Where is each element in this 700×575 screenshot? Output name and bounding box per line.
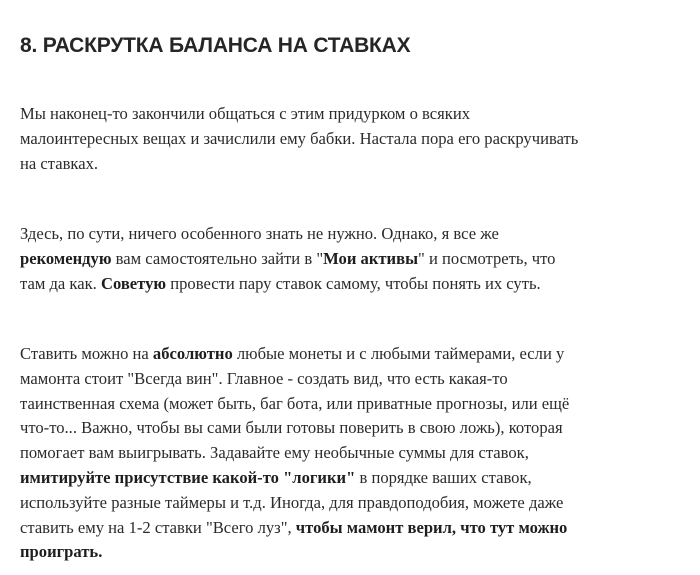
- paragraph-line: малоинтересных вещах и зачислили ему бабки. Настала пора его раскручивать: [20, 128, 579, 148]
- text-fragment: провести пару ставок самому, чтобы понять их суть.: [166, 273, 541, 293]
- bold-recommend: рекомендую: [20, 248, 112, 268]
- text-fragment: вам самостоятельно зайти в ": [111, 248, 324, 268]
- bold-advise: Советую: [100, 273, 167, 293]
- paragraph-line: [20, 342, 569, 367]
- paragraph-line: используйте разные таймеры и т.д. Иногда, для правдоподобия, можете даже: [20, 492, 564, 512]
- paragraph-line: помогает вам выигрывать. Задавайте ему необычные суммы для ставок,: [20, 443, 529, 463]
- paragraph-line: на ставках.: [20, 153, 99, 173]
- bold-absolutely: абсолютно: [152, 344, 233, 363]
- paragraph-line: мамонта стоит "Всегда вин". Главное - создать вид, что есть какая-то: [20, 368, 508, 388]
- paragraph-betting: [20, 342, 569, 565]
- paragraph-line: [20, 516, 569, 541]
- text-fragment: любые монеты и с любыми таймерами, если у: [232, 344, 565, 363]
- text-fragment: " и посмотреть, что: [418, 248, 556, 268]
- paragraph-line: [20, 247, 555, 272]
- bold-my-assets: Мои активы: [323, 248, 419, 268]
- section-heading: 8. РАСКРУТКА БАЛАНСА НА СТАВКАХ: [20, 34, 411, 57]
- bold-lose: проиграть.: [20, 542, 103, 562]
- paragraph-recommendation: [20, 222, 555, 296]
- bold-imitate-logic: имитируйте присутствие какой-то "логики": [20, 467, 356, 487]
- paragraph-line: Здесь, по сути, ничего особенного знать не нужно. Однако, я все же: [20, 224, 499, 243]
- paragraph-intro: [20, 102, 578, 176]
- paragraph-line: Мы наконец-то закончили общаться с этим придурком о всяких: [20, 104, 470, 123]
- paragraph-line: таинственная схема (может быть, баг бота, или приватные прогнозы, или ещё: [20, 393, 570, 413]
- text-fragment: там да как.: [20, 273, 101, 293]
- bold-believe-can-lose: чтобы мамонт верил, что тут можно: [295, 517, 568, 537]
- paragraph-line: [20, 466, 569, 491]
- paragraph-line: [20, 540, 569, 565]
- text-fragment: Ставить можно на: [20, 344, 153, 363]
- paragraph-line: что-то... Важно, чтобы вы сами были готовы поверить в свою ложь), которая: [20, 418, 563, 438]
- text-fragment: ставить ему на 1-2 ставки "Всего луз",: [20, 517, 296, 537]
- paragraph-line: [20, 272, 555, 297]
- text-fragment: в порядке ваших ставок,: [355, 467, 532, 487]
